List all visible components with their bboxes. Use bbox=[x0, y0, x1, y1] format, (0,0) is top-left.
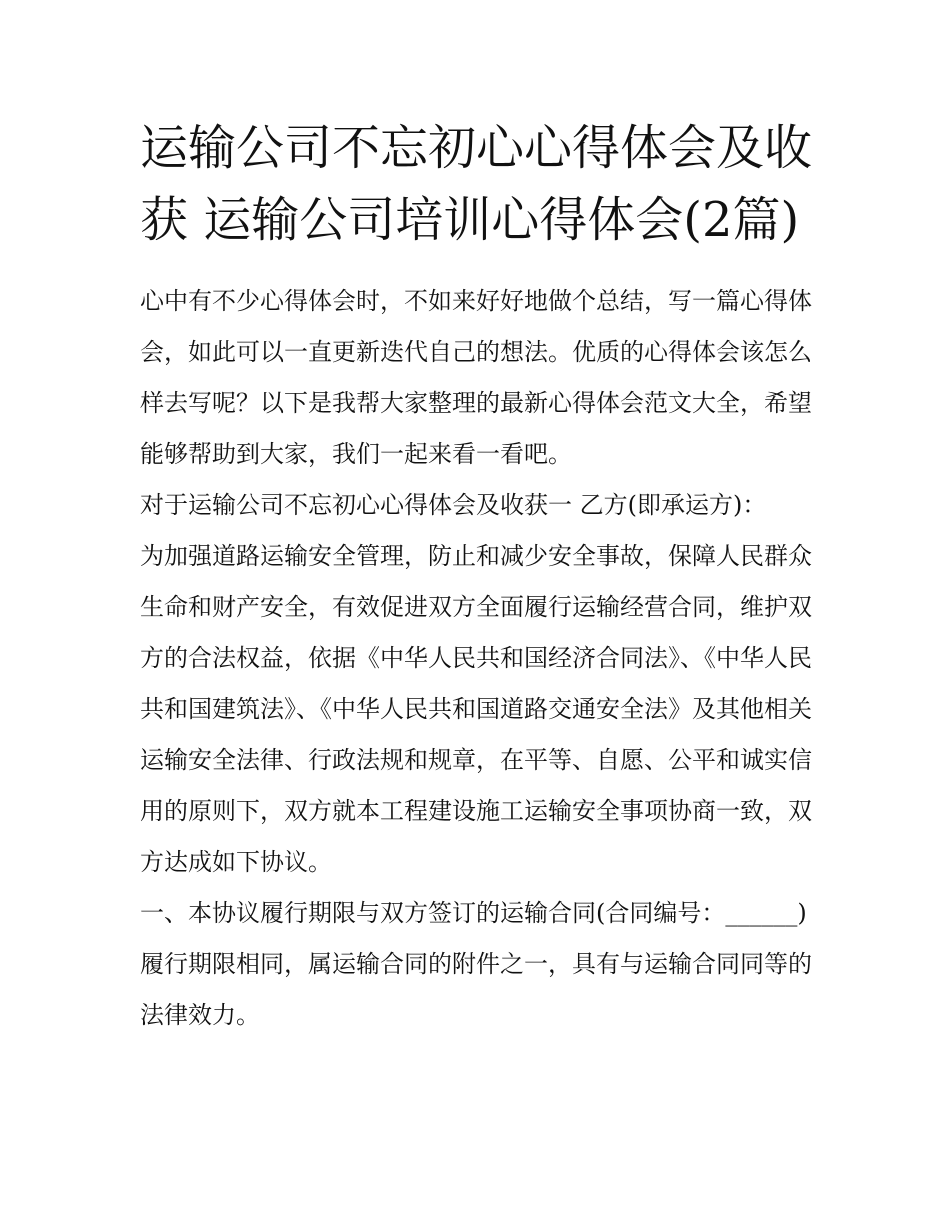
agreement-purpose-paragraph: 为加强道路运输安全管理，防止和减少安全事故，保障人民群众生命和财产安全，有效促进双方全面履行运输经营合同，维护双方的合法权益，依据《中华人民共和国经济合同法》、《中华人民共和国建筑法》、《中华人民共和国道路交通安全法》及其他相关运输安全法律、行政法规和规章，在平等、自愿、公平和诚实信用的原则下，双方就本工程建设施工运输安全事项协商一致，双方达成如下协议。 bbox=[140, 542, 812, 876]
document-page bbox=[140, 112, 812, 1041]
section-heading-paragraph: 对于运输公司不忘初心心得体会及收获一 乙方(即承运方)： bbox=[140, 491, 767, 519]
document-title: 运输公司不忘初心心得体会及收获 运输公司培训心得体会(2篇) bbox=[140, 120, 813, 248]
clause-one-paragraph: 一、本协议履行期限与双方签订的运输合同(合同编号：______)履行期限相同，属运输合同的附件之一，具有与运输合同同等的法律效力。 bbox=[140, 899, 812, 1029]
intro-paragraph: 心中有不少心得体会时，不如来好好地做个总结，写一篇心得体会，如此可以一直更新迭代自己的想法。优质的心得体会该怎么样去写呢？以下是我帮大家整理的最新心得体会范文大全，希望能够帮助到大家，我们一起来看一看吧。 bbox=[140, 287, 812, 468]
